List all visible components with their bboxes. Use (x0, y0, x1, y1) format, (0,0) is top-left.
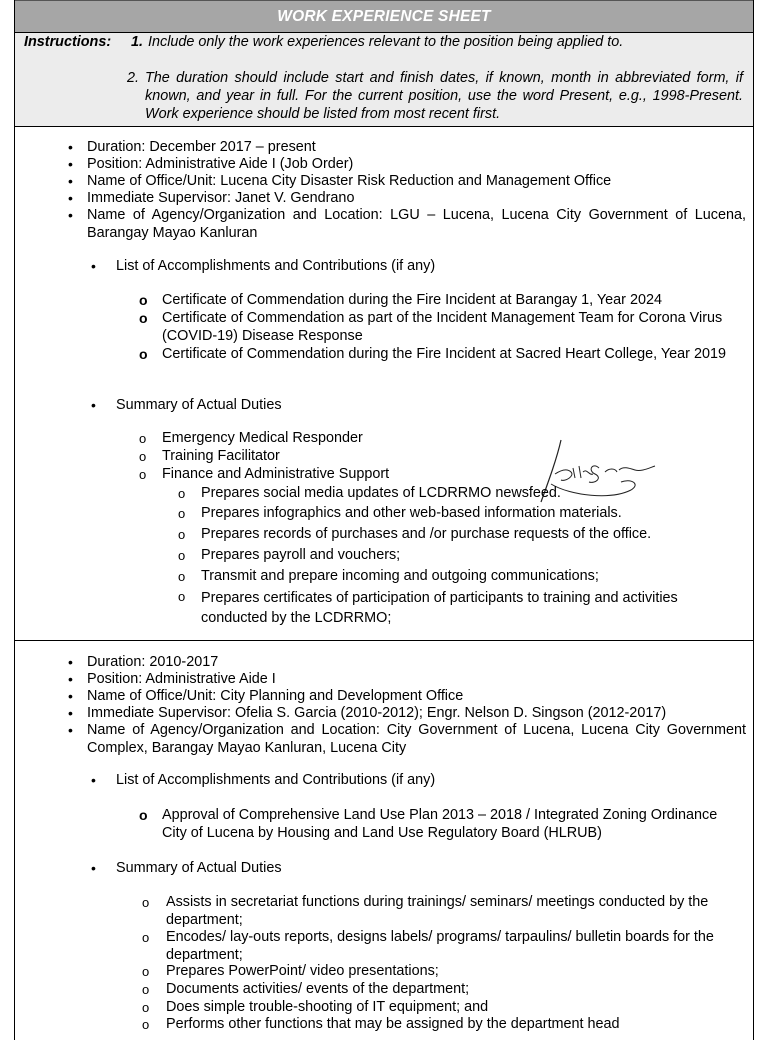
bullet-icon (68, 156, 73, 174)
duties-heading: Summary of Actual Duties (116, 397, 282, 413)
subduty-item: Prepares payroll and vouchers; (201, 547, 401, 563)
accomplishments-heading: List of Accomplishments and Contributions (if any) (116, 772, 436, 788)
experience-entry-1 (15, 127, 753, 641)
bullet-icon (68, 173, 73, 191)
bullet-icon (68, 207, 73, 225)
subduty-item: Prepares infographics and other web-based information materials. (201, 505, 622, 521)
position: Position: Administrative Aide I (Job Order) (87, 156, 354, 172)
work-experience-sheet (14, 0, 754, 1040)
duty-item: Finance and Administrative Support (162, 466, 390, 482)
bullet-o-icon: o (142, 1000, 150, 1015)
bullet-o-icon: o (139, 431, 147, 446)
subduty-item: Transmit and prepare incoming and outgoing communications; (201, 568, 599, 584)
instructions-label: Instructions: (24, 34, 112, 50)
bullet-icon (68, 190, 73, 208)
bullet-icon (68, 705, 73, 723)
accomplishment-item: Certificate of Commendation as part of the Incident Management Team for Corona Virus (COVID-19) Disease Response (162, 310, 723, 344)
instruction-2-number: 2. (127, 70, 140, 86)
subduty-item: Prepares records of purchases and /or purchase requests of the office. (201, 526, 652, 542)
duty-item: Prepares PowerPoint/ video presentations; (166, 963, 439, 979)
bullet-icon (68, 688, 73, 706)
bullet-o-icon: o (178, 506, 186, 521)
duration: Duration: 2010-2017 (87, 654, 219, 670)
instruction-2-text: The duration should include start and finish dates, if known, month in abbreviated form, if known, and year in full. For the current position, use the word Present, e.g., 1998-Present. Work experience should be listed from most recent first. (145, 70, 743, 122)
bullet-o-icon: o (139, 467, 147, 482)
duration: Duration: December 2017 – present (87, 139, 316, 155)
bullet-icon (68, 139, 73, 157)
agency-location: Name of Agency/Organization and Location: LGU – Lucena, Lucena City Government of Lucena, Barangay Mayao Kanluran (87, 207, 746, 241)
bullet-o-icon: o (178, 527, 186, 542)
office-unit: Name of Office/Unit: City Planning and Development Office (87, 688, 464, 704)
duty-item: Performs other functions that may be assigned by the department head (166, 1016, 620, 1032)
bullet-o-icon: o (142, 1017, 150, 1032)
duty-item: Emergency Medical Responder (162, 430, 363, 446)
position: Position: Administrative Aide I (87, 671, 276, 687)
duty-item: Training Facilitator (162, 448, 280, 464)
instruction-1-number: 1. (131, 34, 144, 50)
accomplishments-heading: List of Accomplishments and Contributions (if any) (116, 258, 436, 274)
bullet-icon (91, 860, 96, 878)
duty-item: Does simple trouble-shooting of IT equipment; and (166, 999, 489, 1015)
bullet-o-icon: o (139, 292, 148, 308)
bullet-icon (91, 258, 96, 276)
immediate-supervisor: Immediate Supervisor: Ofelia S. Garcia (2010-2012); Engr. Nelson D. Singson (2012-2017) (87, 705, 667, 721)
bullet-o-icon: o (178, 589, 186, 604)
agency-location: Name of Agency/Organization and Location: City Government of Lucena, Lucena City Government Complex, Barangay Mayao Kanluran, Lucena City (87, 722, 746, 756)
bullet-icon (91, 772, 96, 790)
bullet-o-icon: o (178, 486, 186, 501)
immediate-supervisor: Immediate Supervisor: Janet V. Gendrano (87, 190, 355, 206)
instruction-1-text: Include only the work experiences relevant to the position being applied to. (148, 34, 624, 50)
bullet-icon (91, 397, 96, 415)
bullet-o-icon: o (139, 807, 148, 823)
bullet-o-icon: o (139, 310, 148, 326)
subduty-item: Prepares social media updates of LCDRRMO newsfeed. (201, 485, 561, 501)
bullet-icon (68, 654, 73, 672)
bullet-o-icon: o (142, 895, 150, 910)
duty-item: Documents activities/ events of the department; (166, 981, 470, 997)
subduty-item: Prepares certificates of participation of participants to training and activities conducted by the LCDRRMO; (201, 590, 678, 626)
bullet-icon (68, 722, 73, 740)
bullet-o-icon: o (139, 449, 147, 464)
bullet-o-icon: o (178, 548, 186, 563)
instructions-box (15, 33, 753, 127)
duties-heading: Summary of Actual Duties (116, 860, 282, 876)
bullet-o-icon: o (142, 982, 150, 997)
accomplishment-item: Certificate of Commendation during the Fire Incident at Sacred Heart College, Year 2019 (162, 346, 726, 362)
office-unit: Name of Office/Unit: Lucena City Disaster Risk Reduction and Management Office (87, 173, 612, 189)
experience-entry-2 (15, 641, 753, 1041)
accomplishment-item: Approval of Comprehensive Land Use Plan 2013 – 2018 / Integrated Zoning Ordinance City of Lucena by Housing and Land Use Regulatory Board (HLRUB) (162, 807, 718, 841)
bullet-o-icon: o (178, 569, 186, 584)
duty-item: Assists in secretariat functions during trainings/ seminars/ meetings conducted by the department; (166, 894, 709, 928)
sheet-title: WORK EXPERIENCE SHEET (15, 0, 753, 33)
bullet-o-icon: o (142, 964, 150, 979)
accomplishment-item: Certificate of Commendation during the Fire Incident at Barangay 1, Year 2024 (162, 292, 662, 308)
bullet-o-icon: o (139, 346, 148, 362)
duty-item: Encodes/ lay-outs reports, designs labels/ programs/ tarpaulins/ bulletin boards for the department; (166, 929, 714, 963)
bullet-o-icon: o (142, 930, 150, 945)
bullet-icon (68, 671, 73, 689)
